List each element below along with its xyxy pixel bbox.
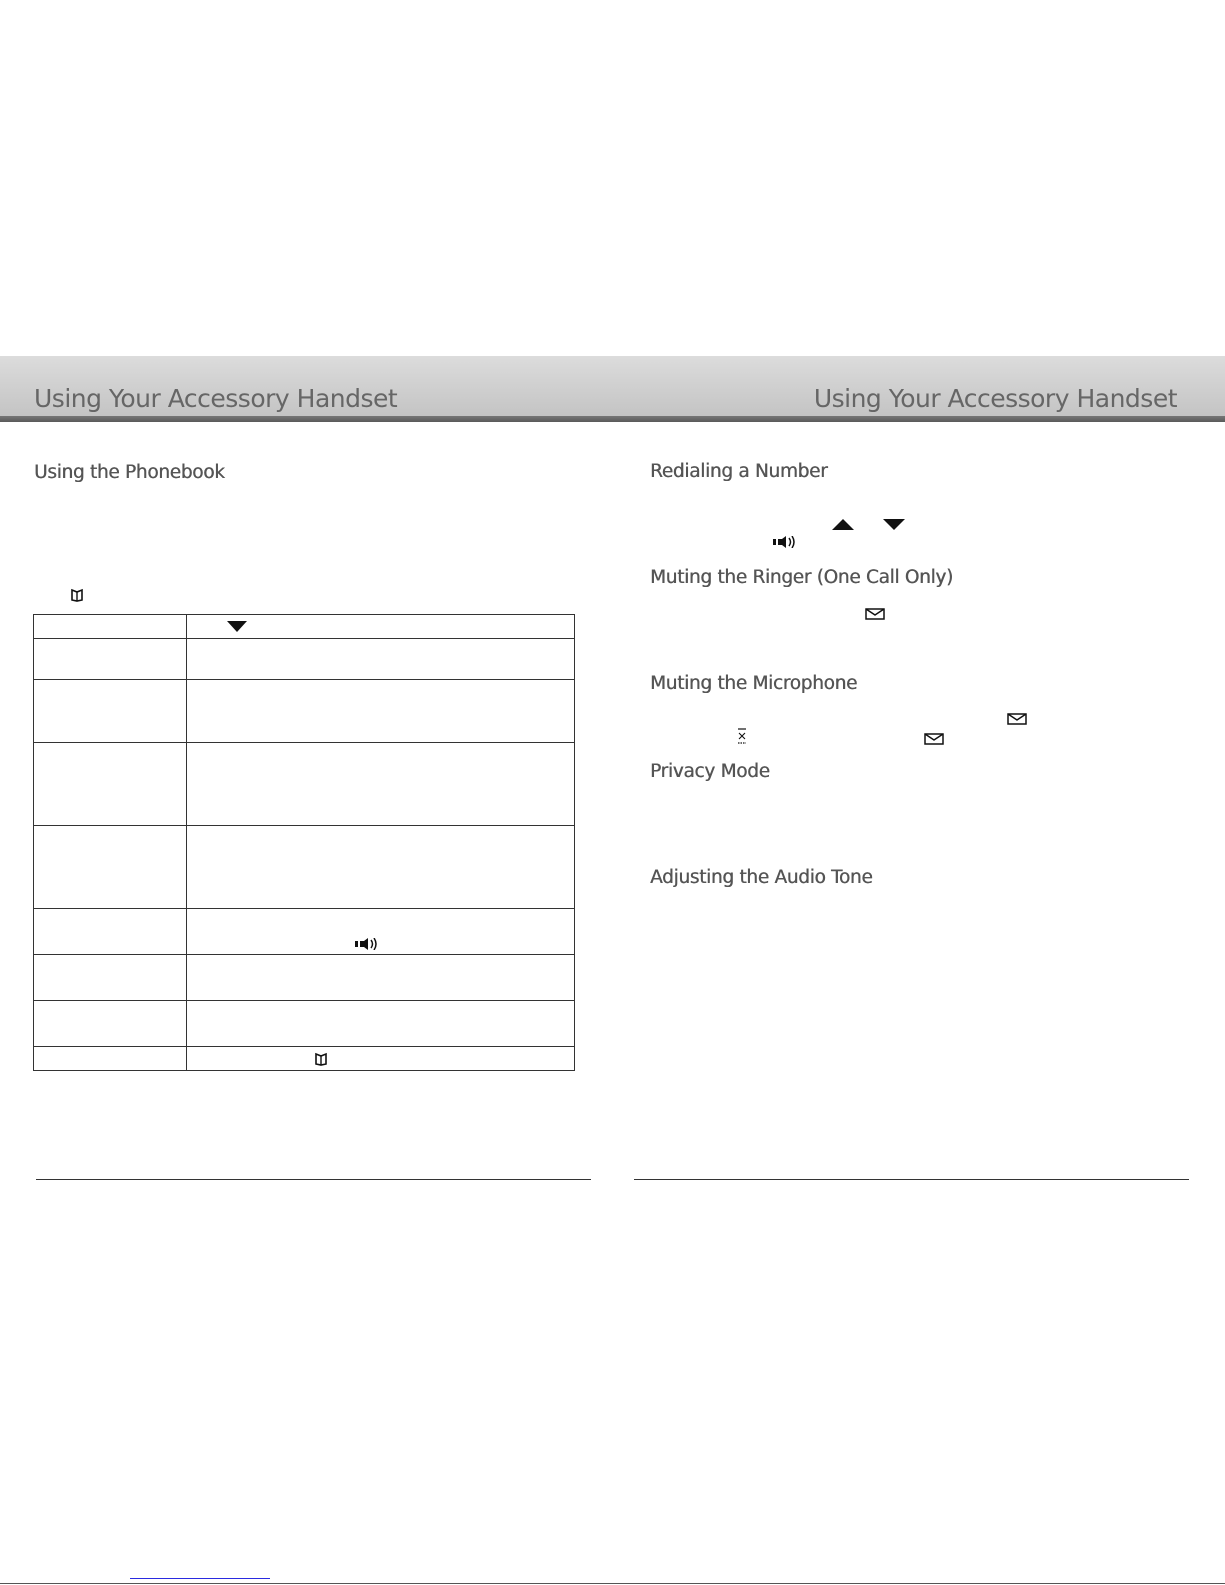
table-cell xyxy=(34,680,187,743)
table-row xyxy=(34,615,575,639)
table-row xyxy=(34,1047,575,1071)
heading-privacy-mode: Privacy Mode xyxy=(650,761,770,782)
table-cell xyxy=(187,909,575,955)
heading-using-phonebook: Using the Phonebook xyxy=(34,462,225,483)
phonebook-options-table xyxy=(33,614,575,1071)
table-row xyxy=(34,639,575,680)
table-cell xyxy=(187,955,575,1001)
table-cell xyxy=(34,743,187,826)
mute-indicator-icon xyxy=(737,728,747,744)
footer-rule-left xyxy=(36,1179,591,1180)
table-cell xyxy=(187,826,575,909)
bottom-rule xyxy=(0,1583,1225,1584)
down-arrow-icon xyxy=(883,519,905,531)
table-cell xyxy=(187,1001,575,1047)
table-cell xyxy=(34,639,187,680)
table-row xyxy=(34,680,575,743)
table-cell xyxy=(34,909,187,955)
up-arrow-icon xyxy=(832,519,854,531)
table-cell xyxy=(187,615,575,639)
table-cell xyxy=(187,639,575,680)
table-cell xyxy=(187,743,575,826)
down-arrow-icon xyxy=(227,621,247,633)
table-cell xyxy=(187,1047,575,1071)
envelope-icon xyxy=(865,608,885,620)
table-row xyxy=(34,826,575,909)
phonebook-icon xyxy=(315,1052,327,1066)
table-cell xyxy=(34,826,187,909)
heading-muting-microphone: Muting the Microphone xyxy=(650,673,858,694)
speaker-icon xyxy=(355,938,379,950)
envelope-icon xyxy=(924,733,944,745)
envelope-icon xyxy=(1007,713,1027,725)
page-title-right: Using Your Accessory Handset xyxy=(813,384,1177,413)
table-cell xyxy=(34,1001,187,1047)
table-cell xyxy=(34,615,187,639)
table-cell xyxy=(187,680,575,743)
heading-redialing: Redialing a Number xyxy=(650,461,828,482)
bottom-link-underline xyxy=(130,1578,270,1579)
table-row xyxy=(34,955,575,1001)
heading-adjusting-audio-tone: Adjusting the Audio Tone xyxy=(650,867,873,888)
speaker-icon xyxy=(773,536,797,548)
table-cell xyxy=(34,1047,187,1071)
table-row xyxy=(34,1001,575,1047)
table-row xyxy=(34,909,575,955)
page-title-left: Using Your Accessory Handset xyxy=(34,384,398,413)
header-rule xyxy=(0,416,1225,422)
footer-rule-right xyxy=(634,1179,1189,1180)
heading-muting-ringer: Muting the Ringer (One Call Only) xyxy=(650,567,953,588)
phonebook-icon xyxy=(71,588,83,602)
table-row xyxy=(34,743,575,826)
table-cell xyxy=(34,955,187,1001)
